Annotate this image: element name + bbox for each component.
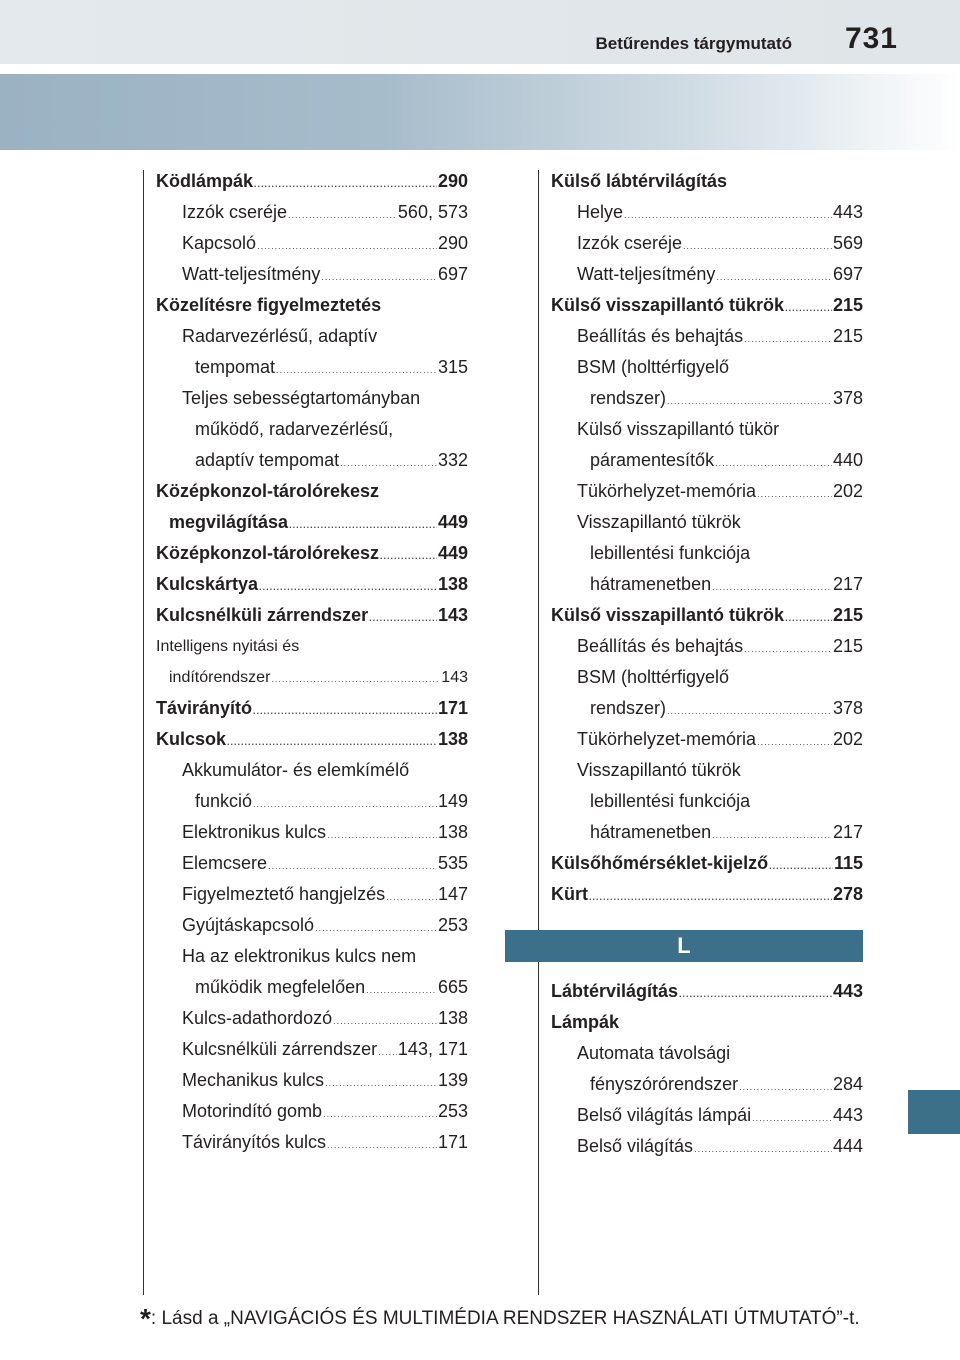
index-term: Intelligens nyitási és [156,638,300,655]
index-term: hátramenetben [590,574,712,594]
page-reference: 115 [833,853,863,873]
index-term: Elektronikus kulcs [182,822,327,842]
page-reference: 253 [437,915,468,935]
page-reference: 443 [832,1105,863,1125]
page-number: 731 [844,22,898,55]
index-term: Távirányító [156,698,253,718]
index-term: funkció [195,791,253,811]
index-term: Gyújtáskapcsoló [182,915,315,935]
footnote [140,1303,860,1335]
index-entry [551,755,863,786]
dot-leader [589,882,832,913]
index-term: Belső világítás lámpái [577,1105,752,1125]
page-reference: 569 [832,233,863,253]
dot-leader [366,975,437,1006]
index-term: Visszapillantó tükrök [577,760,741,780]
header-bar [0,0,960,64]
dot-leader [744,634,832,665]
index-entry [551,879,863,910]
index-term: Watt-teljesítmény [182,264,321,284]
index-term: Külső visszapillantó tükör [577,419,780,439]
page-reference: 444 [832,1136,863,1156]
index-term: Kulcsnélküli zárrendszer [182,1039,378,1059]
index-term: Visszapillantó tükrök [577,512,741,532]
index-entry [551,445,863,476]
index-entry [551,1069,863,1100]
page-reference: 215 [832,605,863,625]
page-reference: 147 [437,884,468,904]
index-term: Izzók cseréje [577,233,683,253]
index-term: Ha az elektronikus kulcs nem [182,946,417,966]
index-term: BSM (holttérfigyelő [577,357,730,377]
index-term: lebillentési funkciója [590,791,751,811]
page-reference: 443 [832,981,863,1001]
page-reference: 217 [832,822,863,842]
page-reference: 138 [437,822,468,842]
dot-leader [340,448,437,479]
page-reference: 143 [441,669,468,686]
page-reference: 217 [832,574,863,594]
page-reference: 171 [437,698,468,718]
index-term: Mechanikus kulcs [182,1070,325,1090]
dot-leader [667,696,832,727]
index-list-l [551,976,863,1162]
index-entry [156,321,468,352]
index-entry [156,1127,468,1158]
index-entry [156,848,468,879]
index-term: tempomat [195,357,276,377]
index-entry [551,693,863,724]
index-term: Lábtérvilágítás [551,981,679,1001]
dot-leader [739,1072,832,1103]
dot-leader [369,603,437,634]
index-entry [156,1034,468,1065]
index-entry [551,1038,863,1069]
section-letter-bar: L [505,930,863,962]
dot-leader [785,603,832,634]
dot-leader [757,727,832,758]
column-divider-left [143,170,144,1295]
index-term: Tükörhelyzet-memória [577,729,757,749]
index-entry [551,228,863,259]
page-reference: 449 [437,543,468,563]
index-entry [156,786,468,817]
index-entry [156,290,468,321]
index-term: Elemcsere [182,853,268,873]
column-divider-right [538,170,539,1295]
index-term: Lámpák [551,1012,620,1032]
thumb-index-tab [908,1090,960,1134]
index-entry [156,910,468,941]
dot-leader [327,820,437,851]
dot-leader [712,572,832,603]
footnote-star: * [140,1303,151,1334]
index-entry [156,1003,468,1034]
dot-leader [380,541,437,572]
page-reference: 443 [832,202,863,222]
dot-leader [378,1037,397,1068]
index-entry [156,755,468,786]
page-reference: 378 [832,388,863,408]
dot-leader [253,789,437,820]
dot-leader [257,231,437,262]
dot-leader [315,913,437,944]
index-term: Középkonzol-tárolórekesz [156,543,380,563]
page-reference: 202 [832,481,863,501]
index-entry [551,662,863,693]
page-reference: 138 [437,574,468,594]
index-term: Külső visszapillantó tükrök [551,605,785,625]
index-entry [156,414,468,445]
index-entry [551,848,863,879]
index-term: rendszer) [590,388,667,408]
index-term: Figyelmeztető hangjelzés [182,884,386,904]
dot-leader [289,510,437,541]
dot-leader [679,979,832,1010]
dot-leader [321,262,437,293]
index-entry [156,228,468,259]
index-entry [156,166,468,197]
dot-leader [752,1103,832,1134]
index-term: Kulcsok [156,729,227,749]
index-entry [551,197,863,228]
index-term: Beállítás és behajtás [577,326,744,346]
index-term: Közelítésre figyelmeztetés [156,295,382,315]
dot-leader [716,262,832,293]
dot-leader [323,1099,437,1130]
index-term: Tükörhelyzet-memória [577,481,757,501]
dot-leader [276,355,437,386]
dot-leader [259,572,437,603]
dot-leader [268,851,437,882]
page-reference: 290 [437,233,468,253]
page-reference: 215 [832,636,863,656]
page-reference: 149 [437,791,468,811]
index-entry [156,383,468,414]
index-term: BSM (holttérfigyelő [577,667,730,687]
index-entry [156,941,468,972]
index-term: Ködlámpák [156,171,254,191]
index-entry [156,569,468,600]
page-reference: 215 [832,295,863,315]
index-entry [551,476,863,507]
page-reference: 202 [832,729,863,749]
index-entry [156,879,468,910]
index-entry [156,631,468,662]
index-entry [156,197,468,228]
index-term: lebillentési funkciója [590,543,751,563]
index-term: rendszer) [590,698,667,718]
page-reference: 440 [832,450,863,470]
page-reference: 171 [437,1132,468,1152]
index-entry [156,662,468,693]
index-entry [551,1100,863,1131]
index-term: Külső visszapillantó tükrök [551,295,785,315]
page-reference: 332 [437,450,468,470]
dot-leader [757,479,832,510]
index-entry [156,600,468,631]
index-entry [551,259,863,290]
index-entry [551,817,863,848]
dot-leader [325,1068,437,1099]
index-term: Radarvezérlésű, adaptív [182,326,378,346]
index-entry [156,476,468,507]
index-term: Külsőhőmérséklet-kijelző [551,853,769,873]
index-entry [156,445,468,476]
index-term: megvilágítása [169,512,289,532]
index-entry [551,166,863,197]
index-term: Teljes sebességtartományban [182,388,421,408]
dot-leader [333,1006,437,1037]
dot-leader [744,324,832,355]
page-reference: 315 [437,357,468,377]
index-term: Kulcskártya [156,574,259,594]
dot-leader [227,727,437,758]
page-reference: 284 [832,1074,863,1094]
index-entry [156,817,468,848]
index-entry [156,259,468,290]
index-entry [156,538,468,569]
dot-leader [715,448,832,479]
index-entry [156,1096,468,1127]
index-term: Külső lábtérvilágítás [551,171,728,191]
dot-leader [386,882,437,913]
index-term: hátramenetben [590,822,712,842]
index-entry [551,631,863,662]
index-column-right [551,166,863,1162]
dot-leader [667,386,832,417]
index-term: Belső világítás [577,1136,694,1156]
index-term: Helye [577,202,624,222]
index-entry [551,1007,863,1038]
index-entry [156,972,468,1003]
index-column-left [156,166,468,1158]
page-reference: 697 [437,264,468,284]
dot-leader [785,293,832,324]
page-reference: 215 [832,326,863,346]
index-entry [551,352,863,383]
index-term: Beállítás és behajtás [577,636,744,656]
index-term: Távirányítós kulcs [182,1132,327,1152]
index-term: Automata távolsági [577,1043,731,1063]
index-entry [156,693,468,724]
index-entry [156,1065,468,1096]
dot-leader [683,231,832,262]
dot-leader [288,200,397,231]
index-entry [551,321,863,352]
page-reference: 138 [437,729,468,749]
page-reference: 143, 171 [397,1039,468,1059]
dot-leader [624,200,832,231]
dot-leader [253,696,437,727]
index-entry [156,724,468,755]
running-title: Betűrendes tárgymutató [595,34,792,53]
index-entry [156,352,468,383]
index-term: Középkonzol-tárolórekesz [156,481,380,501]
index-entry [551,414,863,445]
page-reference: 138 [437,1008,468,1028]
index-entry [551,290,863,321]
index-term: Watt-teljesítmény [577,264,716,284]
index-entry [551,507,863,538]
index-entry [551,786,863,817]
page-reference: 253 [437,1101,468,1121]
dot-leader [694,1134,832,1165]
index-term: működik megfelelően [195,977,366,997]
index-term: páramentesítők [590,450,715,470]
page-reference: 535 [437,853,468,873]
index-entry [551,569,863,600]
index-term: fényszórórendszer [590,1074,739,1094]
decorative-band [0,74,960,150]
index-entry [551,724,863,755]
index-term: működő, radarvezérlésű, [195,419,394,439]
index-entry [551,600,863,631]
index-term: Motorindító gomb [182,1101,323,1121]
index-term: Kulcs-adathordozó [182,1008,333,1028]
page-reference: 143 [437,605,468,625]
index-entry [551,383,863,414]
index-term: adaptív tempomat [195,450,340,470]
page-reference: 560, 573 [397,202,468,222]
index-entry [551,976,863,1007]
dot-leader [254,169,437,200]
page-reference: 449 [437,512,468,532]
dot-leader [712,820,832,851]
index-term: indítórendszer [169,669,271,686]
index-term: Izzók cseréje [182,202,288,222]
index-entry [551,538,863,569]
index-entry [156,507,468,538]
dot-leader [327,1130,437,1161]
index-list-k [551,166,863,910]
page-reference: 378 [832,698,863,718]
index-term: Kürt [551,884,588,904]
index-term: Akkumulátor- és elemkímélő [182,760,410,780]
page-reference: 665 [437,977,468,997]
footnote-text: : Lásd a „NAVIGÁCIÓS ÉS MULTIMÉDIA RENDSZER HASZNÁLATI ÚTMUTATÓ”-t. [150,1308,860,1329]
page-reference: 290 [437,171,468,191]
page-reference: 697 [832,264,863,284]
dot-leader [769,851,833,882]
page-reference: 139 [437,1070,468,1090]
index-term: Kapcsoló [182,233,257,253]
page-reference: 278 [832,884,863,904]
index-term: Kulcsnélküli zárrendszer [156,605,369,625]
dot-leader [271,664,440,695]
index-entry [551,1131,863,1162]
